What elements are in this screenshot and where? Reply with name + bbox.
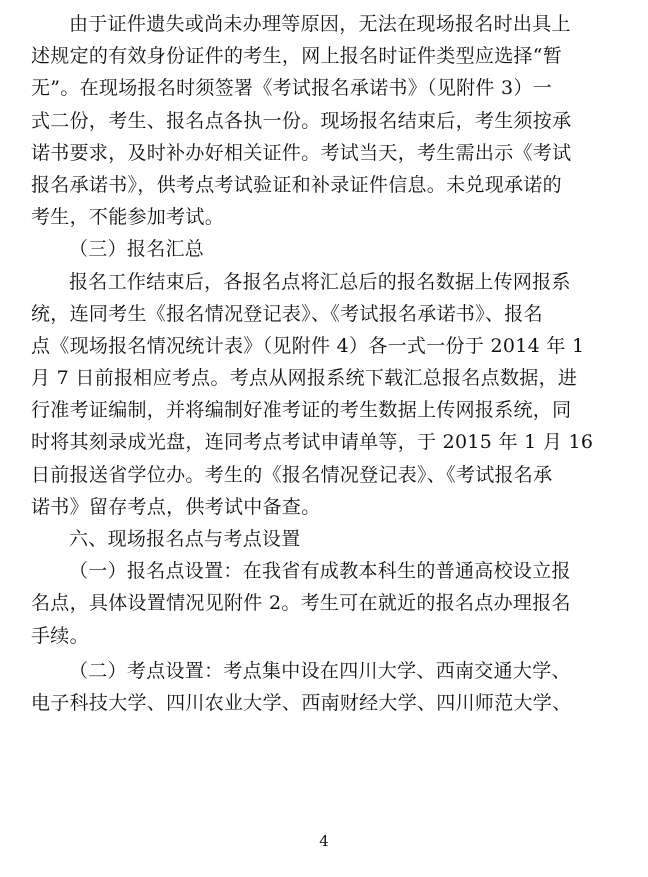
text-line: 式二份，考生、报名点各执一份。现场报名结束后，考生须按承 (31, 109, 572, 132)
page-number: 4 (319, 832, 329, 850)
paragraph-certificate-missing (31, 8, 621, 233)
text-line: 电子科技大学、四川农业大学、西南财经大学、四川师范大学、 (31, 691, 572, 714)
text-line: 诺书要求，及时补办好相关证件。考试当天，考生需出示《考试 (31, 141, 572, 164)
text-line: 报名承诺书》，供考点考试验证和补录证件信息。未兑现承诺的 (31, 173, 562, 196)
text-line: 行准考证编制，并将编制好准考证的考生数据上传网报系统，同 (31, 399, 572, 422)
text-line: 报名工作结束后，各报名点将汇总后的报名数据上传网报系 (69, 270, 571, 293)
text-line: 统，连同考生《报名情况登记表》、《考试报名承诺书》、报名 (31, 302, 543, 325)
text-line: 手续。 (31, 624, 89, 647)
text-line: 述规定的有效身份证件的考生，网上报名时证件类型应选择“暂 (31, 45, 563, 68)
section-heading-registration-summary: （三）报名汇总 (69, 238, 205, 261)
text-line: 由于证件遗失或尚未办理等原因，无法在现场报名时出具上 (69, 13, 571, 35)
text-line: （二）考点设置：考点集中设在四川大学、西南交通大学、 (69, 659, 571, 682)
paragraph-registration-summary (31, 266, 621, 524)
section-heading-sites-and-venues: 六、现场报名点与考点设置 (69, 528, 301, 550)
text-line: 时将其刻录成光盘，连同考点考试申请单等，于 2015 年 1 月 16 (31, 431, 594, 454)
text-line: 诺书》留存考点，供考试中备查。 (31, 495, 321, 518)
text-line: 日前报送省学位办。考生的《报名情况登记表》、《考试报名承 (31, 463, 553, 486)
text-line: 无”。在现场报名时须签署《考试报名承诺书》（见附件 3）一 (31, 77, 553, 100)
paragraph-exam-venue-setup (31, 655, 621, 719)
text-line: 名点，具体设置情况见附件 2。考生可在就近的报名点办理报名 (31, 592, 571, 615)
text-line: （一）报名点设置：在我省有成教本科生的普通高校设立报 (69, 560, 571, 583)
text-line: 点《现场报名情况统计表》（见附件 4）各一式一份于 2014 年 1 (31, 334, 585, 357)
paragraph-registration-site-setup (31, 555, 621, 652)
document-body (31, 0, 621, 719)
text-line: 考生，不能参加考试。 (31, 206, 225, 229)
text-line: 月 7 日前报相应考点。考点从网报系统下载汇总报名点数据，进 (31, 367, 578, 390)
